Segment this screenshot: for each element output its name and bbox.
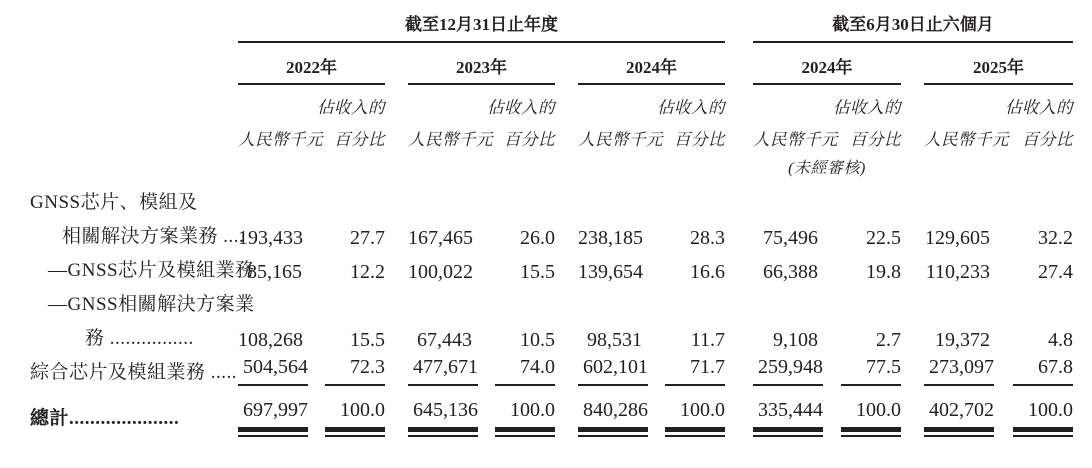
column-gap <box>385 352 408 386</box>
value-cell: 67.8 <box>1003 352 1073 386</box>
col-pct-header: 佔收入的 <box>833 98 901 117</box>
column-gap <box>901 84 924 118</box>
value-cell: 2.7 <box>876 329 901 351</box>
spacer-cell <box>0 0 238 42</box>
spacer-cell <box>901 150 1073 182</box>
col-pct-header: 百分比 <box>850 130 901 149</box>
column-gap <box>901 118 924 150</box>
column-gap <box>385 386 408 432</box>
column-gap <box>901 216 924 250</box>
column-gap <box>901 318 924 352</box>
value-cell: 4.8 <box>1048 329 1074 351</box>
col-rmb-header: 人民幣千元 <box>924 130 1009 149</box>
row-label: 綜合芯片及模組業務 ..... <box>30 362 238 383</box>
value-cell: 98,531 <box>587 329 642 351</box>
column-gap <box>901 386 924 432</box>
column-gap <box>385 318 408 352</box>
value-cell: 32.2 <box>1038 227 1074 249</box>
value-cell: 193,433 <box>238 227 303 249</box>
period-group-interim: 截至6月30日止六個月 <box>753 0 1073 42</box>
column-gap <box>901 352 924 386</box>
value-cell: 273,097 <box>924 352 1003 386</box>
column-gap <box>725 250 753 284</box>
col-pct-header: 佔收入的 <box>657 98 725 117</box>
value-cell: 72.3 <box>315 352 385 386</box>
subheader-row-2 <box>0 118 1073 150</box>
year-2025-interim: 2025年 <box>924 42 1073 84</box>
spacer-cell <box>0 150 753 182</box>
column-gap <box>725 84 753 118</box>
value-cell: 71.7 <box>655 352 725 386</box>
total-value-cell: 100.0 <box>1003 386 1073 432</box>
value-cell: 12.2 <box>350 261 385 283</box>
value-cell: 100,022 <box>408 261 473 283</box>
column-gap <box>555 386 578 432</box>
value-cell: 129,605 <box>925 227 990 249</box>
col-pct-header: 佔收入的 <box>487 98 555 117</box>
value-cell: 9,108 <box>773 329 818 351</box>
table-row <box>0 284 1073 318</box>
value-cell: 22.5 <box>866 227 901 249</box>
total-row-label: 總計..................... <box>30 408 180 429</box>
col-pct-header: 佔收入的 <box>1005 98 1074 117</box>
column-gap <box>725 318 753 352</box>
column-gap <box>385 118 408 150</box>
total-value-cell: 335,444 <box>753 386 831 432</box>
row-label: 務 ................ <box>85 328 194 349</box>
row-label: —GNSS芯片及模組業務 <box>48 260 255 281</box>
column-gap <box>901 250 924 284</box>
value-cell: 77.5 <box>831 352 901 386</box>
column-gap <box>385 42 408 84</box>
column-gap <box>555 318 578 352</box>
column-gap <box>555 216 578 250</box>
value-cell: 75,496 <box>763 227 818 249</box>
col-pct-header: 百分比 <box>504 130 555 149</box>
row-label: 相關解決方案業務 .... <box>62 226 245 247</box>
column-gap <box>555 84 578 118</box>
value-cell: 28.3 <box>690 227 725 249</box>
column-gap <box>725 42 753 84</box>
value-cell: 16.6 <box>690 261 725 283</box>
value-cell: 139,654 <box>578 261 643 283</box>
value-cell: 110,233 <box>925 261 990 283</box>
spacer-cell <box>238 182 1073 216</box>
value-cell: 74.0 <box>485 352 555 386</box>
value-cell: 167,465 <box>408 227 473 249</box>
col-rmb-header: 人民幣千元 <box>408 130 493 149</box>
column-gap <box>385 216 408 250</box>
value-cell: 19.8 <box>866 261 901 283</box>
period-group-row <box>0 0 1073 42</box>
value-cell: 11.7 <box>690 329 725 351</box>
unaudited-row <box>0 150 1073 182</box>
column-gap <box>901 42 924 84</box>
column-gap <box>385 250 408 284</box>
total-value-cell: 100.0 <box>831 386 901 432</box>
spacer-cell <box>0 84 238 118</box>
column-gap <box>725 352 753 386</box>
total-value-cell: 100.0 <box>315 386 385 432</box>
table-row <box>0 216 1073 250</box>
column-gap <box>555 250 578 284</box>
year-2024: 2024年 <box>578 42 725 84</box>
column-gap <box>555 352 578 386</box>
column-gap <box>555 42 578 84</box>
col-rmb-header: 人民幣千元 <box>753 130 838 149</box>
value-cell: 10.5 <box>520 329 555 351</box>
total-value-cell: 645,136 <box>408 386 485 432</box>
value-cell: 85,165 <box>247 261 302 283</box>
value-cell: 15.5 <box>520 261 555 283</box>
year-2024-interim: 2024年 <box>753 42 901 84</box>
unaudited-note: (未經審核) <box>788 159 866 177</box>
spacer-cell <box>238 284 1073 318</box>
column-gap <box>725 216 753 250</box>
row-label: —GNSS相關解決方案業 <box>48 294 255 315</box>
value-cell: 108,268 <box>238 329 303 351</box>
col-rmb-header: 人民幣千元 <box>238 130 323 149</box>
table-row <box>0 182 1073 216</box>
col-pct-header: 百分比 <box>1022 130 1074 149</box>
value-cell: 504,564 <box>238 352 315 386</box>
column-gap <box>555 118 578 150</box>
total-value-cell: 100.0 <box>655 386 725 432</box>
spacer-cell <box>0 42 238 84</box>
year-2023: 2023年 <box>408 42 555 84</box>
year-2022: 2022年 <box>238 42 385 84</box>
col-pct-header: 百分比 <box>674 130 725 149</box>
total-value-cell: 402,702 <box>924 386 1003 432</box>
subheader-row-1 <box>0 84 1073 118</box>
column-gap <box>725 118 753 150</box>
value-cell: 67,443 <box>417 329 472 351</box>
column-gap <box>725 386 753 432</box>
column-gap <box>725 0 753 42</box>
total-value-cell: 100.0 <box>485 386 555 432</box>
value-cell: 26.0 <box>520 227 555 249</box>
period-group-annual: 截至12月31日止年度 <box>238 0 725 42</box>
value-cell: 602,101 <box>578 352 655 386</box>
value-cell: 477,671 <box>408 352 485 386</box>
col-pct-header: 佔收入的 <box>317 98 385 117</box>
value-cell: 259,948 <box>753 352 831 386</box>
year-header-row <box>0 42 1073 84</box>
table-row <box>0 318 1073 352</box>
total-row <box>0 386 1073 432</box>
table-row <box>0 352 1073 386</box>
total-value-cell: 840,286 <box>578 386 655 432</box>
row-label: GNSS芯片、模組及 <box>30 192 198 213</box>
value-cell: 238,185 <box>578 227 643 249</box>
table-row <box>0 250 1073 284</box>
total-value-cell: 697,997 <box>238 386 315 432</box>
col-pct-header: 百分比 <box>334 130 385 149</box>
column-gap <box>385 84 408 118</box>
value-cell: 27.7 <box>350 227 385 249</box>
spacer-cell <box>0 118 238 150</box>
value-cell: 66,388 <box>763 261 818 283</box>
col-rmb-header: 人民幣千元 <box>578 130 663 149</box>
value-cell: 15.5 <box>350 329 385 351</box>
value-cell: 19,372 <box>935 329 990 351</box>
value-cell: 27.4 <box>1038 261 1074 283</box>
